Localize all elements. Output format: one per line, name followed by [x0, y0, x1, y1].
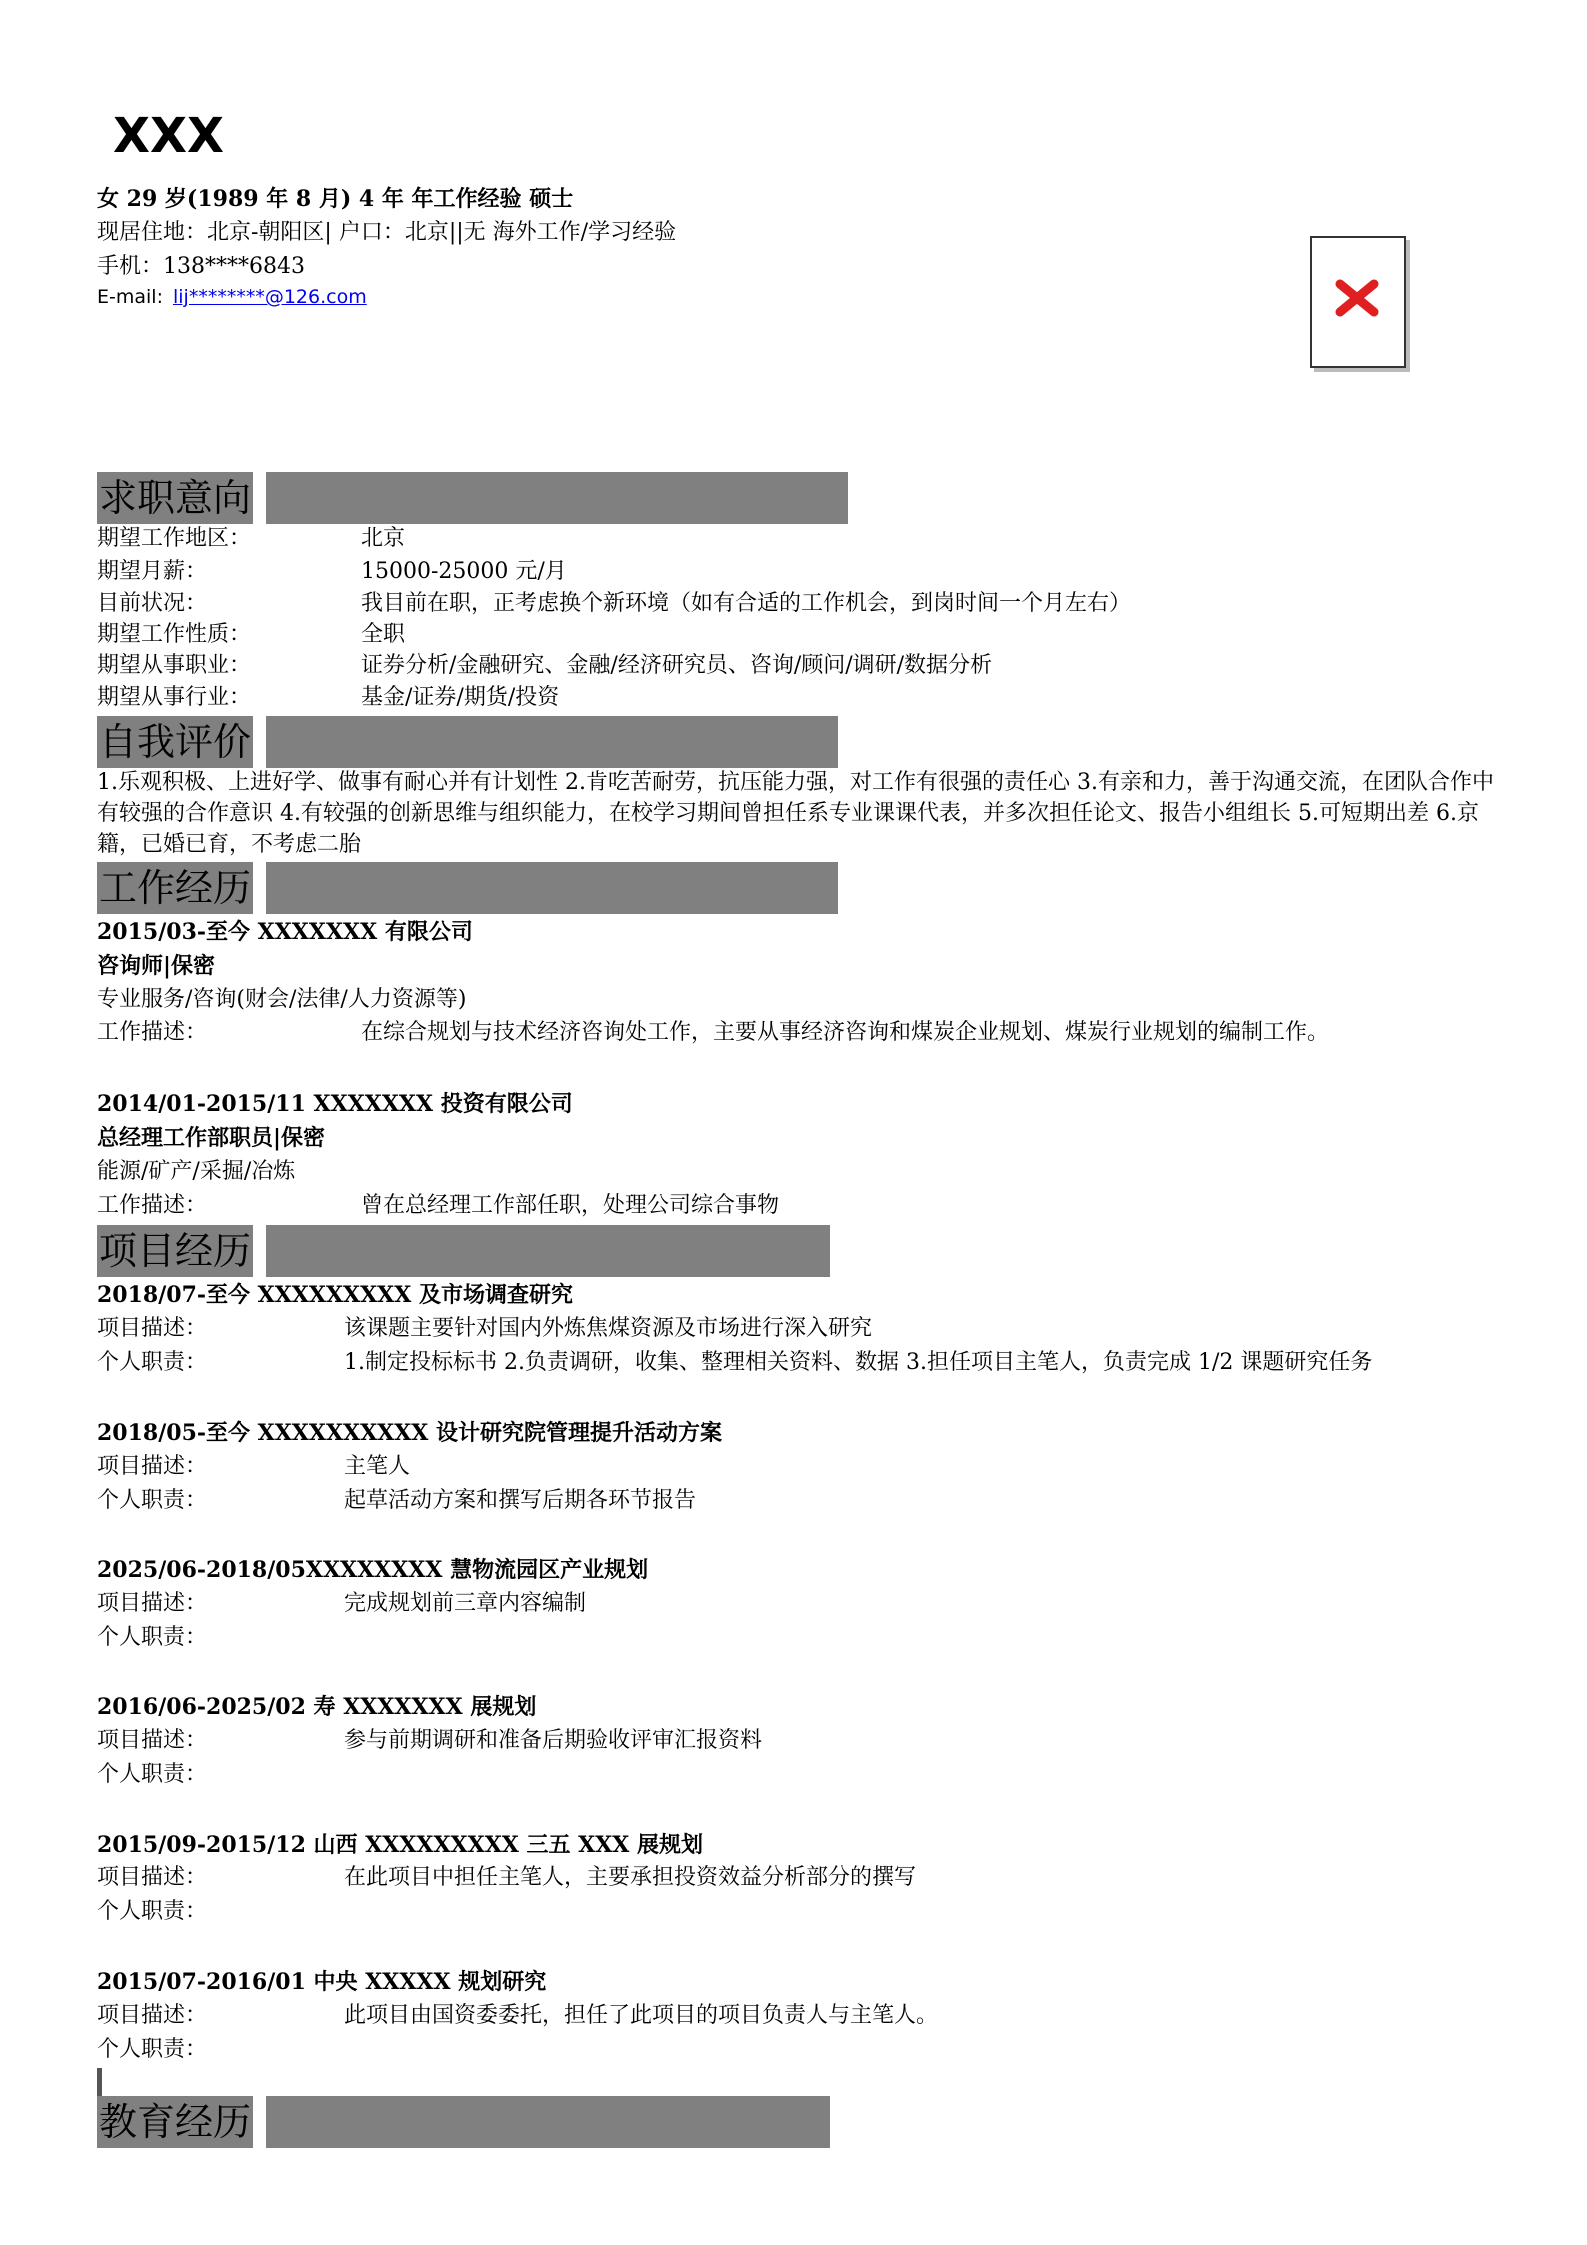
project-title: 2018/05-至今 XXXXXXXXXX 设计研究院管理提升活动方案 — [97, 1420, 723, 1446]
project-title: 2015/07-2016/01 中央 XXXXX 规划研究 — [97, 1969, 547, 1995]
text-cursor — [97, 2068, 102, 2096]
email-row — [97, 284, 367, 309]
broken-image-icon — [1334, 278, 1380, 318]
work-desc-row: 工作描述： 曾在总经理工作部任职，处理公司综合事物 — [97, 1193, 780, 1218]
job-intent-row: 期望工作性质： 全职 — [97, 622, 406, 647]
job-intent-row: 期望从事职业： 证券分析/金融研究、金融/经济研究员、咨询/顾问/调研/数据分析 — [97, 653, 993, 678]
section-title-job-intent: 求职意向 — [97, 472, 253, 524]
section-bar — [266, 862, 838, 914]
section-bar — [266, 2096, 830, 2148]
basic-info: 女 29 岁(1989 年 8 月) 4 年 年工作经验 硕士 — [97, 186, 574, 212]
work-period-company: 2014/01-2015/11 XXXXXXX 投资有限公司 — [97, 1091, 573, 1117]
project-resp-row: 个人职责： — [97, 1899, 208, 1924]
section-title-self-eval: 自我评价 — [97, 716, 253, 768]
project-title: 2018/07-至今 XXXXXXXXX 及市场调查研究 — [97, 1282, 573, 1308]
work-title: 总经理工作部职员|保密 — [97, 1125, 326, 1151]
phone-info: 手机：138****6843 — [97, 254, 305, 279]
section-bar — [266, 472, 848, 524]
work-title: 咨询师|保密 — [97, 953, 216, 979]
job-intent-row: 期望从事行业： 基金/证券/期货/投资 — [97, 685, 560, 710]
project-desc-row: 项目描述： 参与前期调研和准备后期验收评审汇报资料 — [97, 1728, 763, 1753]
project-title: 2016/06-2025/02 寿 XXXXXXX 展规划 — [97, 1694, 537, 1720]
project-resp-row: 个人职责： — [97, 1762, 208, 1787]
project-title: 2025/06-2018/05XXXXXXXX 慧物流园区产业规划 — [97, 1557, 649, 1583]
work-industry: 专业服务/咨询(财会/法律/人力资源等) — [97, 987, 467, 1012]
section-title-work: 工作经历 — [97, 862, 253, 914]
residence-info: 现居住地：北京-朝阳区| 户口：北京||无 海外工作/学习经验 — [97, 220, 677, 245]
self-eval-text: 1.乐观积极、上进好学、做事有耐心并有计划性 2.肯吃苦耐劳，抗压能力强，对工作有很强的责任心 3.有亲和力，善于沟通交流，在团队合作中有较强的合作意识 4.有较强的创新思维与组织能力，在校学习期间曾担任系专业课课代表，并多次担任论文、报告小组组长 5.可短期出差 6.京籍，已婚已育，不考虑二胎 — [97, 770, 1494, 857]
job-intent-row: 期望工作地区： 北京 — [97, 526, 406, 551]
project-title: 2015/09-2015/12 山西 XXXXXXXXX 三五 XXX 展规划 — [97, 1832, 704, 1858]
section-bar — [266, 716, 838, 768]
section-bar — [266, 1225, 830, 1277]
job-intent-row: 期望月薪： 15000-25000 元/月 — [97, 559, 567, 584]
job-intent-row: 目前状况： 我目前在职，正考虑换个新环境（如有合适的工作机会，到岗时间一个月左右） — [97, 591, 1132, 616]
project-desc-row: 项目描述： 完成规划前三章内容编制 — [97, 1591, 587, 1616]
candidate-name: XXX — [113, 108, 225, 164]
section-title-education: 教育经历 — [97, 2096, 253, 2148]
project-desc-row: 项目描述： 该课题主要针对国内外炼焦煤资源及市场进行深入研究 — [97, 1316, 873, 1341]
project-resp-row: 个人职责： — [97, 2037, 208, 2062]
section-title-projects: 项目经历 — [97, 1225, 253, 1277]
email-link[interactable]: lij********@126.com — [172, 286, 367, 308]
photo-placeholder — [1310, 236, 1406, 368]
project-desc-row: 项目描述： 在此项目中担任主笔人，主要承担投资效益分析部分的撰写 — [97, 1865, 917, 1890]
project-desc-row: 项目描述： 主笔人 — [97, 1454, 411, 1479]
project-resp-row: 个人职责： 起草活动方案和撰写后期各环节报告 — [97, 1488, 697, 1513]
project-desc-row: 项目描述： 此项目由国资委委托，担任了此项目的项目负责人与主笔人。 — [97, 2003, 939, 2028]
work-desc-row: 工作描述： 在综合规划与技术经济咨询处工作，主要从事经济咨询和煤炭企业规划、煤炭行业规划的编制工作。 — [97, 1020, 1330, 1045]
project-resp-row: 个人职责： — [97, 1625, 208, 1650]
work-period-company: 2015/03-至今 XXXXXXX 有限公司 — [97, 919, 473, 945]
project-resp-row: 个人职责： 1.制定投标标书 2.负责调研，收集、整理相关资料、数据 3.担任项目主笔人，负责完成 1/2 课题研究任务 — [97, 1350, 1373, 1375]
work-industry: 能源/矿产/采掘/冶炼 — [97, 1159, 296, 1184]
email-label: E-mail: — [97, 286, 163, 308]
